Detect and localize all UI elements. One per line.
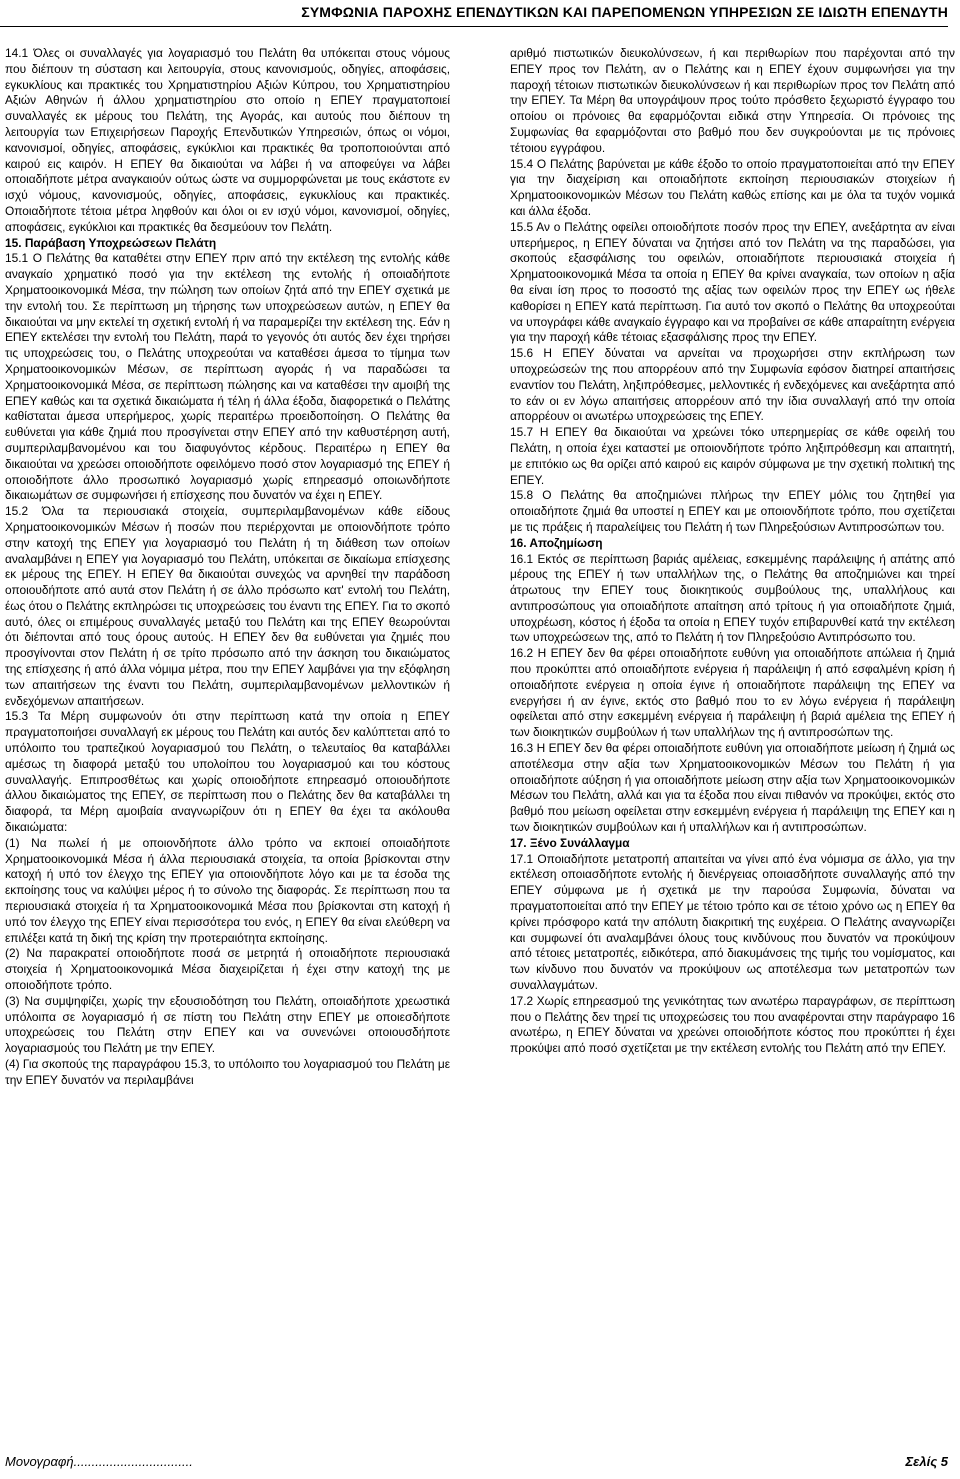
paragraph-16-2: 16.2 Η ΕΠΕΥ δεν θα φέρει οποιαδήποτε ευθύνη για οποιαδήποτε απώλεια ή ζημιά που προκύπτει από οποιαδήποτε ενέργεια ή παράλειψη ή από εσφαλμένη κρίση ή οποιαδήποτε ενέργεια η οποία έγινε ή οποιαδήποτε παράλειψη της ΕΠΕΥ να ενεργήσει ή αν έγινε, εκτός στο βαθμό που το εν λόγω ενέργεια ή παράλειψη οφείλεται από στην εσκεμμένη ενέργεια ή παράλειψη ή βαριά αμέλεια της ΕΠΕΥ ή των διοικητικών συμβούλων ή των υπαλλήλων της ή αντιπροσώπων της. [510, 646, 955, 740]
page-number: Σελίς 5 [905, 1454, 948, 1469]
paragraph-14-1: 14.1 Όλες οι συναλλαγές για λογαριασμό του Πελάτη θα υπόκειται στους νόμους που διέπουν τη σύσταση και λειτουργία, στους κανονισμούς, οδηγίες, αποφάσεις, εγκυκλίους και πρακτικές του Χρηματιστηρίου Αξιών Κύπρου, του Χρηματιστηρίου Αξιών Αθηνών ή άλλου χρηματιστηρίου στο οποίο η ΕΠΕΥ πραγματοποιεί συναλλαγές εκ μέρους του Πελάτη, της Αγοράς, και αυτούς που διέπουν τη λειτουργία των Επιχειρήσεων Παροχής Επενδυτικών Υπηρεσιών, όπως οι νόμοι, κανονισμοί, οδηγίες, αποφάσεις, εγκύκλιοι και πρακτικές θα τροποποιούνται από καιρού εις καιρόν. Η ΕΠΕΥ θα δικαιούται να λάβει ή να αποφεύγει να λάβει οποιαδήποτε μέτρα αναγκαιούν ούτως ώστε να συμμορφώνεται με τους εκάστοτε εν ισχύ νόμους, κανονισμούς, οδηγίες, αποφάσεις, εγκυκλίους και πρακτικές. Οποιαδήποτε τέτοια μέτρα ληφθούν και όλοι οι εν ισχύ νόμοι, κανονισμοί, οδηγίες, αποφάσεις, εγκύκλιοι και πρακτικές θα δεσμεύουν τον Πελάτη. [5, 46, 450, 234]
paragraph-15-4: 15.4 Ο Πελάτης βαρύνεται με κάθε έξοδο το οποίο πραγματοποιείται από την ΕΠΕΥ για την διαχείριση και οποιαδήποτε εκποίηση περιουσιακών στοιχείων ή Χρηματοοικονομικών Μέσων του Πελάτη καθώς επίσης και με όλα τα τυχόν νομικά και άλλα έξοδα. [510, 156, 955, 218]
right-column [510, 46, 955, 1057]
paragraph-15-8: 15.8 Ο Πελάτης θα αποζημιώνει πλήρως την ΕΠΕΥ μόλις του ζητηθεί για οποιαδήποτε ζημιά θα υποστεί η ΕΠΕΥ και με οποιονδήποτε τρόπο, που σχετίζεται με τις πράξεις ή παραλείψεις του Πελάτη ή των Πληρεξούσιων Αντιπροσώπων του. [510, 488, 955, 534]
document-header [0, 0, 948, 27]
left-column [5, 46, 450, 1089]
paragraph-15-3-3: (3) Να συμψηφίζει, χωρίς την εξουσιοδότηση του Πελάτη, οποιαδήποτε χρεωστικά υπόλοιπα σε λογαριασμό ή σε πίστη του Πελάτη στην ΕΠΕΥ με οποιεσδήποτε υποχρεώσεις του Πελάτη στην ΕΠΕΥ και να συνενώνει οποιουσδήποτε λογαριασμούς του Πελάτη με την ΕΠΕΥ. [5, 993, 450, 1056]
section-heading-15: 15. Παράβαση Υποχρεώσεων Πελάτη [5, 235, 217, 250]
paragraph-16-3: 16.3 Η ΕΠΕΥ δεν θα φέρει οποιαδήποτε ευθύνη για οποιαδήποτε μείωση ή ζημιά ως αποτέλεσμα στην αξία των Χρηματοοικονομικών Μέσων του Πελάτη ή για οποιαδήποτε αύξηση ή για οποιαδήποτε μείωση στην αξία των Χρηματοοικονομικών Μέσων του Πελάτη, αλλά και για τα έξοδα που είναι πιθανόν να προκύψει, εκτός στο βαθμό που μείωση οφείλεται στην εσκεμμένη ενέργεια ή παράλειψη της ΕΠΕΥ και η των διοικητικών συμβούλων και ή υπαλλήλων και ή αντιπροσώπων. [510, 741, 955, 835]
paragraph-15-6: 15.6 Η ΕΠΕΥ δύναται να αρνείται να προχωρήσει στην εκπλήρωση των υποχρεώσεών της που απορρέουν από την Συμφωνία εφόσον διατηρεί απαιτήσεις εναντίον του Πελάτη, ληξιπρόθεσμες, μελλοντικές ή ενδεχόμενες και ανεξάρτητα από το εάν οι εν λόγω απαιτήσεις απορρέουν από την ίδια συναλλαγή από την οποία απορρέουν οι ανωτέρω υποχρεώσεις της ΕΠΕΥ. [510, 346, 955, 424]
paragraph-17-1: 17.1 Οποιαδήποτε μετατροπή απαιτείται να γίνει από ένα νόμισμα σε άλλο, για την εκτέλεση οποιασδήποτε εντολής ή διενέργειας οποιασδήποτε συναλλαγής από την ΕΠΕΥ σύμφωνα με ή σχετικά με την παρούσα Συμφωνία, δύναται να πραγματοποιείται από την ΕΠΕΥ με τέτοιο τρόπο και σε τέτοιο χρόνο ως η ΕΠΕΥ θα κρίνει πρόσφορο κατά την απόλυτη διακριτική της ευχέρεια. Ο Πελάτης αναγνωρίζει και συμφωνεί ότι αναλαμβάνει όλους τους κινδύνους που δυνατόν να προκύψουν από τέτοιες μετατροπές, ειδικότερα, από διακυμάνσεις της τιμής του νομίσματος, και των κίνδυνο που δυνατόν να προκύψουν ως αποτέλεσμα των μετατροπών των συναλλαγμάτων. [510, 851, 955, 993]
paragraph-15-3-4-cont: αριθμό πιστωτικών διευκολύνσεων, ή και περιθωρίων που παρέχονται από την ΕΠΕΥ προς τον Πελάτη, αν ο Πελάτης και η ΕΠΕΥ έχουν συμφωνήσει για την παροχή τέτοιων πιστωτικών διευκολύνσεων ή και περιθωρίων προς τον Πελάτη από την ΕΠΕΥ. Τα Μέρη θα υπογράψουν προς τούτο πρόσθετο ξεχωριστό έγγραφο του οποίου οι πρόνοιες θα εφαρμόζονται ειδικά στην Υπηρεσία. Οι πρόνοιες της Συμφωνίας θα εφαρμόζονται στο βαθμό που δεν συγκρούονται με τις πρόνοιες τέτοιου εγγράφου. [510, 46, 955, 155]
paragraph-15-7: 15.7 Η ΕΠΕΥ θα δικαιούται να χρεώνει τόκο υπερημερίας σε κάθε οφειλή του Πελάτη, η οποία έχει καταστεί με οποιονδήποτε τρόπο ληξιπρόθεσμη και απαιτητή, με επιτόκιο ως θα ορίζει από καιρού εις καιρόν σύμφωνα με την σχετική πολιτική της ΕΠΕΥ. [510, 425, 955, 487]
paragraph-15-3-2: (2) Να παρακρατεί οποιοδήποτε ποσά σε μετρητά ή οποιαδήποτε περιουσιακά στοιχεία ή Χρηματοοικονομικά Μέσα διαχειρίζεται ή έχει στην κατοχή της με οποιοδήποτε τρόπο. [5, 946, 450, 993]
signature-line: Μονογραφή................................. [5, 1454, 193, 1469]
section-heading-17: 17. Ξένο Συνάλλαγμα [510, 835, 630, 850]
paragraph-15-3: 15.3 Τα Μέρη συμφωνούν ότι στην περίπτωση κατά την οποία η ΕΠΕΥ πραγματοποιήσει συναλλαγή εκ μέρους του Πελάτη και αυτός δεν καλύπτεται από το υπόλοιπο του τραπεζικού λογαριασμού του Πελάτη, ο τελευταίος θα καταβάλλει αμέσως τη διαφορά μεταξύ του υπολοίπου του λογαριασμού και του κόστους συναλλαγής. Επιπροσθέτως και χωρίς οποιοδήποτε επηρεασμό οποιουδήποτε άλλου δικαιώματος της ΕΠΕΥ, σε περίπτωση που ο Πελάτης δεν θα καταβάλλει τη διαφορά, τα Μέρη αμοιβαία αναγνωρίζουν ότι η ΕΠΕΥ θα έχει τα ακόλουθα δικαιώματα: [5, 709, 450, 835]
paragraph-17-2: 17.2 Χωρίς επηρεασμού της γενικότητας των ανωτέρω παραγράφων, σε περίπτωση που ο Πελάτης δεν τηρεί τις υποχρεώσεις του που αναφέρονται στην παράγραφο 16 ανωτέρω, η ΕΠΕΥ δύναται να χρεώνει οποιοδήποτε κόστος που προκύπτει ή έχει προκύψει από ποσό σχετίζεται με την εκτέλεση εντολής του Πελάτη από την ΕΠΕΥ. [510, 993, 955, 1056]
paragraph-15-3-4: (4) Για σκοπούς της παραγράφου 15.3, το υπόλοιπο του λογαριασμού του Πελάτη με την ΕΠΕΥ δυνατόν να περιλαμβάνει [5, 1057, 450, 1087]
paragraph-16-1: 16.1 Εκτός σε περίπτωση βαριάς αμέλειας, εσκεμμένης παράλειψης ή απάτης από μέρους της ΕΠΕΥ ή των υπαλλήλων της, ο Πελάτης θα αποζημιώνει και τηρεί άτρωτους την ΕΠΕΥ τους διοικητικούς συμβούλους της, υπαλλήλους και αντιπροσώπους για οποιαδήποτε απαίτηση από τρίτους ή για οποιαδήποτε ζημιά, υποχρέωση, κόστος ή έξοδα τα οποία η ΕΠΕΥ τυχόν επιβαρυνθεί κατά την εκτέλεση των υποχρεώσεων της, από το Πελάτη ή τον Πληρεξούσιο Αντιπρόσωπο του. [510, 551, 955, 645]
document-title: ΣΥΜΦΩΝΙΑ ΠΑΡΟΧΗΣ ΕΠΕΝΔΥΤΙΚΩΝ ΚΑΙ ΠΑΡΕΠΟΜΕΝΩΝ ΥΠΗΡΕΣΙΩΝ ΣΕ ΙΔΙΩΤΗ ΕΠΕΝΔΥΤΗ [301, 4, 948, 20]
section-heading-16: 16. Αποζημίωση [510, 535, 603, 550]
paragraph-15-1: 15.1 Ο Πελάτης θα καταθέτει στην ΕΠΕΥ πριν από την εκτέλεση της εντολής κάθε αναγκαίο χρηματικό ποσό για την εκτέλεση της εντολής ή οποιαδήποτε Χρηματοοικονομικά Μέσα, την πώληση των οποίων ζητά από την ΕΠΕΥ σχετικά με την εντολή του. Σε περίπτωση μη τήρησης των υποχρεώσεων αυτών, η ΕΠΕΥ θα δικαιούται να μην εκτελεί τη σχετική εντολή ή να παραμερίζει την εκτέλεση της. Εάν η ΕΠΕΥ εκτελέσει την εντολή του Πελάτη, παρά το γεγονός ότι αυτός δεν έχει τηρήσει τις υποχρεώσεις του, ο Πελάτης υποχρεούται να καταθέσει άμεσα το τίμημα των Χρηματοοικονομικών Μέσων, σε περίπτωση αγοράς ή να παραδώσει τα Χρηματοοικονομικά Μέσα, σε περίπτωση πώλησης και να καταθέσει την αμοιβή της ΕΠΕΥ καθώς και τα σχετικά δικαιώματα ή τέλη ή άλλα έξοδα, διαφορετικά ο Πελάτης καθίσταται άμεσα υπερήμερος, χωρίς περαιτέρω προειδοποίηση. Ο Πελάτης θα ευθύνεται για κάθε ζημιά που προσγίνεται στην ΕΠΕΥ από την καθυστέρηση αυτή, συμπεριλαμβανομένου και του διαφυγόντος κέρδους. Περαιτέρω η ΕΠΕΥ θα δικαιούται να χρεώσει οποιοδήποτε οφειλόμενο ποσό στον λογαριασμό της ΕΠΕΥ ή οποιοδήποτε άλλο προσωπικό λογαριασμό χωρίς επηρεασμό οποιωνδήποτε δικαιωμάτων σε συμφωνήσει ή επίσχεσης που δυνατόν να έχει η ΕΠΕΥ. [5, 251, 450, 503]
paragraph-15-2: 15.2 Όλα τα περιουσιακά στοιχεία, συμπεριλαμβανομένων κάθε είδους Χρηματοοικονομικών Μέσων ή ποσών που περιέρχονται με οποιονδήποτε τρόπο στην κατοχή της ΕΠΕΥ για λογαριασμό του Πελάτη ή τη διάθεση των οποίων αναλαμβάνει η ΕΠΕΥ για λογαριασμό του Πελάτη, υπόκειται σε δικαίωμα επίσχεσης εκ μέρους της ΕΠΕΥ. Η ΕΠΕΥ θα δικαιούται συνεχώς να αρνηθεί την παράδοση οποιουδήποτε από αυτά στον Πελάτη ή σε άλλο πρόσωπο κατ' εντολή του Πελάτη, έως ότου ο Πελάτης εκπληρώσει τις υποχρεώσεις του έναντι της ΕΠΕΥ. Για το σκοπό αυτό, όλες οι επιμέρους συναλλαγές μεταξύ του Πελάτη και της ΕΠΕΥ θεωρούνται ότι διέπονται από τους όρους αυτούς. Η ΕΠΕΥ δεν θα ευθύνεται για ζημιές που προσγίνονται στον Πελάτη ή σε τρίτο πρόσωπο από την άσκηση του δικαιώματος της επίσχεσης ή από άλλα νόμιμα μέτρα, που την ΕΠΕΥ λαμβάνει για την εξόφληση των απαιτήσεων της έναντι του Πελάτη, συμπεριλαμβανομένων μελλοντικών ή ενδεχόμενων απαιτήσεων. [5, 504, 450, 708]
paragraph-15-3-1: (1) Να πωλεί ή με οποιονδήποτε άλλο τρόπο να εκποιεί οποιαδήποτε Χρηματοοικονομικά Μέσα ή άλλα περιουσιακά στοιχεία, τα οποία βρίσκονται στην κατοχή ή υπό τον έλεγχο της ΕΠΕΥ για οποιονδήποτε λόγο και με τα έσοδα της εκποίησης τους να καλύψει μέρος ή το σύνολο της διαφοράς. Σε περίπτωση που τα περιουσιακά στοιχεία ή τα Χρηματοοικονομικά Μέσα που βρίσκονται στη κατοχή ή υπό τον έλεγχο της ΕΠΕΥ είναι περισσότερα του ενός, η ΕΠΕΥ θα είναι ελεύθερη να επιλέξει κατά τη δική της κρίση την προτεραιότητα εκποίησης. [5, 835, 450, 945]
paragraph-15-5: 15.5 Αν ο Πελάτης οφείλει οποιοδήποτε ποσόν προς την ΕΠΕΥ, ανεξάρτητα αν είναι υπερήμερος, η ΕΠΕΥ δύναται να ζητήσει από τον Πελάτη να της παραδώσει, για σκοπούς εξασφάλισης του οφειλών, οποιαδήποτε περιουσιακά στοιχεία ή Χρηματοοικονομικά Μέσα τα οποία η ΕΠΕΥ θα κρίνει αναγκαία, των οποίων η αξία θα είναι ίση προς το ποσοστό της αξίας των οφειλών προς την ΕΠΕΥ ως ήθελε καθορίσει η ΕΠΕΥ κατά περίπτωση. Για αυτό τον σκοπό ο Πελάτης θα υποχρεούται να υπογράφει κάθε αναγκαίο έγγραφο και να προβαίνει σε κάθε απαραίτητη ενέργεια για την παροχή κάθε τέτοιας εξασφάλισης προς την ΕΠΕΥ. [510, 219, 955, 345]
document-footer [5, 1452, 948, 1472]
